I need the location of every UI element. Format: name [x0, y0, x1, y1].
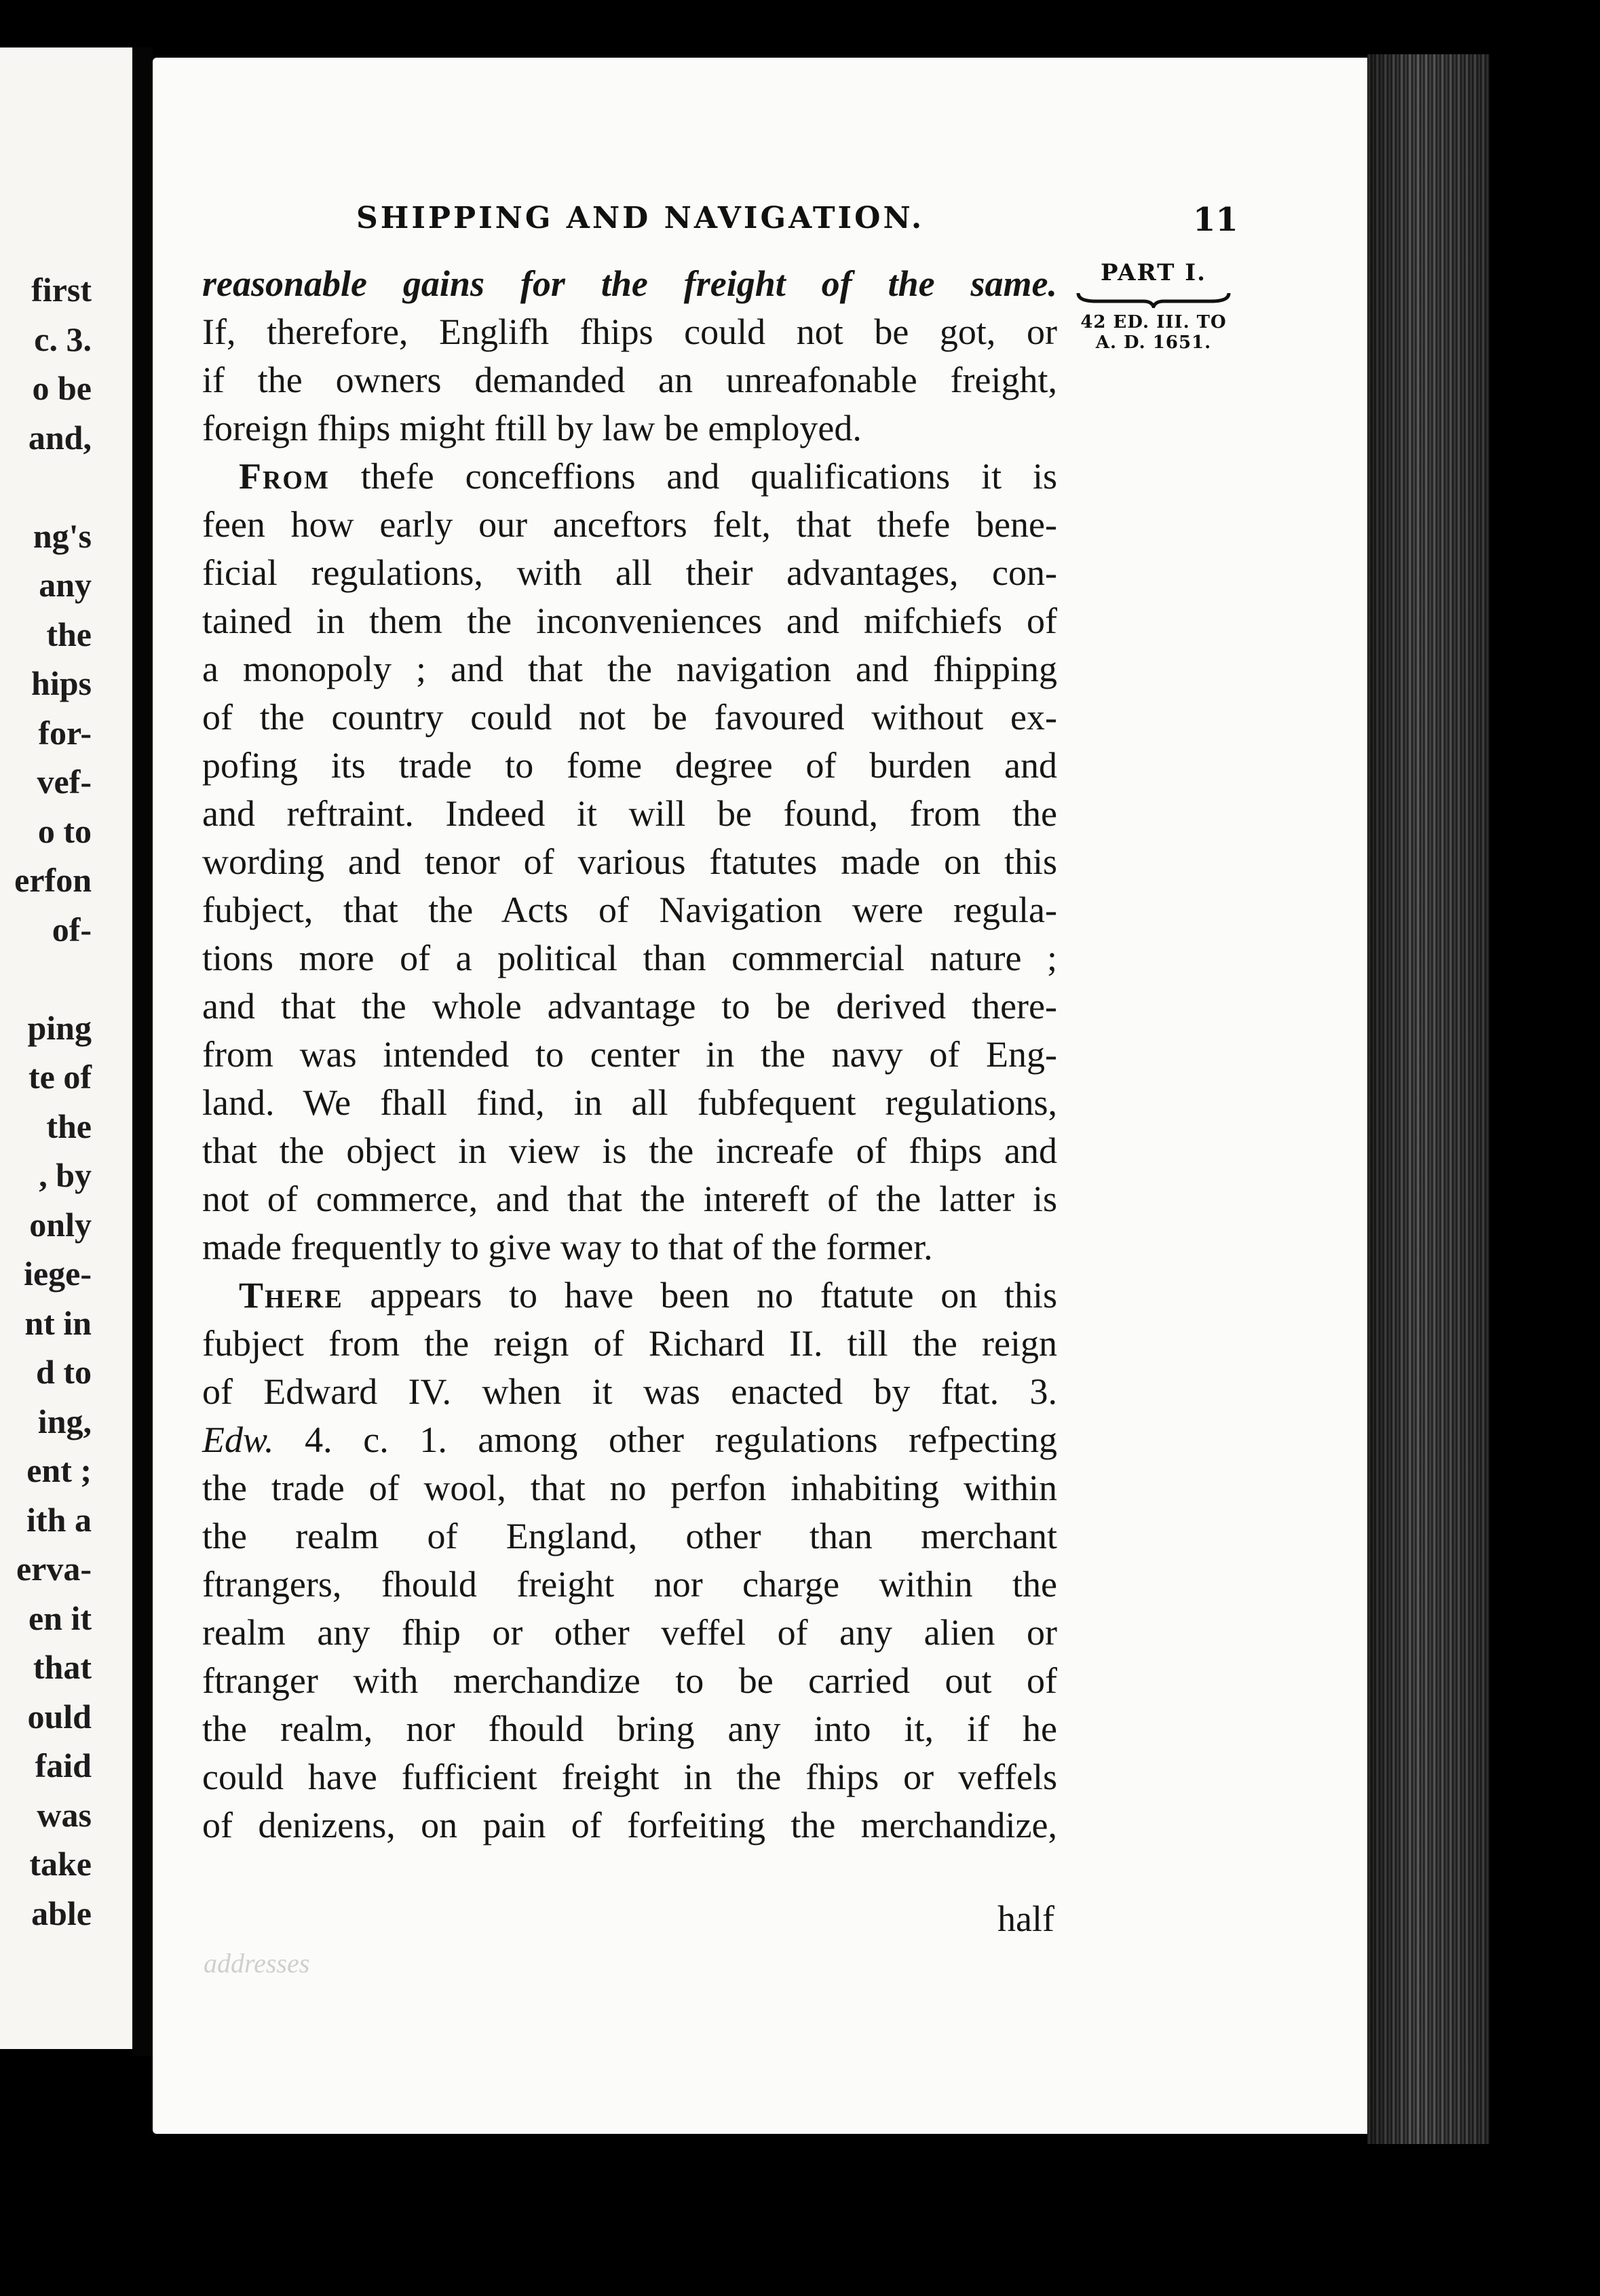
- text-line: ficial regulations, with all their advantages, con-: [202, 552, 1057, 593]
- text-line: from was intended to center in the navy of Eng-: [202, 1034, 1057, 1075]
- facing-page-line: of-: [52, 910, 92, 949]
- facing-page-line: o to: [37, 811, 92, 850]
- facing-page-line: erfon: [14, 861, 92, 899]
- text-line: the realm, nor fhould bring any into it, if he: [202, 1708, 1057, 1749]
- text-line: realm any fhip or other veffel of any alien or: [202, 1612, 1057, 1653]
- facing-page-line: was: [37, 1795, 92, 1834]
- text-line: fubject from the reign of Richard II. till the reign: [202, 1323, 1057, 1364]
- text-line: if the owners demanded an unreafonable freight,: [202, 360, 1057, 400]
- facing-page-line: en it: [28, 1599, 92, 1637]
- text-line: could have fufficient freight in the fhips or veffels: [202, 1757, 1057, 1797]
- gutter: [132, 47, 153, 2056]
- text-line: land. We fhall find, in all fubfequent regulations,: [202, 1082, 1057, 1123]
- margin-range-line-2: A. D. 1651.: [1095, 332, 1212, 353]
- margin-part-label: PART I.: [1100, 259, 1206, 286]
- margin-note: [1072, 259, 1235, 353]
- running-head: SHIPPING AND NAVIGATION.: [356, 201, 925, 235]
- facing-page-line: vef-: [37, 763, 92, 801]
- text-line: and that the whole advantage to be derived there-: [202, 986, 1057, 1027]
- facing-page-line: hips: [31, 664, 92, 702]
- text-line: of the country could not be favoured without ex-: [202, 697, 1057, 738]
- text-line: [202, 1416, 1057, 1464]
- text-line-rest: 4. c. 1. among other regulations refpecting: [305, 1419, 1058, 1460]
- text-line: of denizens, on pain of forfeiting the merchandize,: [202, 1805, 1057, 1845]
- text-line: tions more of a political than commercial nature ;: [202, 938, 1057, 978]
- italic-abbreviation: Edw.: [202, 1419, 274, 1460]
- facing-page-line: that: [33, 1648, 92, 1686]
- text-line: and reftraint. Indeed it will be found, from the: [202, 793, 1057, 834]
- text-line: [202, 453, 1057, 501]
- text-line-rest: appears to have been no ftatute on this: [370, 1275, 1057, 1316]
- body-text: [202, 260, 1057, 1850]
- scan-border-right: [1489, 0, 1600, 2296]
- text-line: reasonable gains for the freight of the same.: [202, 263, 1057, 304]
- margin-range-line-1: 42 ED. III. TO: [1080, 312, 1227, 332]
- facing-page-line: o be: [32, 369, 92, 407]
- text-line: pofing its trade to fome degree of burden and: [202, 745, 1057, 786]
- text-line: the realm of England, other than merchant: [202, 1516, 1057, 1556]
- faint-bleed-through-text: addresses: [204, 1948, 310, 1978]
- facing-page-line: erva-: [16, 1550, 92, 1588]
- text-line-rest: thefe conceffions and qualifications it is: [360, 456, 1057, 497]
- facing-page-line: ith a: [26, 1500, 92, 1539]
- catchword: half: [997, 1898, 1054, 1939]
- facing-page-line: ent ;: [26, 1451, 92, 1489]
- facing-page-line: only: [29, 1205, 92, 1244]
- facing-page-line: able: [31, 1894, 92, 1932]
- facing-page-line: , by: [39, 1156, 92, 1194]
- facing-page-line: iege-: [24, 1255, 92, 1293]
- text-line: foreign fhips might ftill by law be employed.: [202, 408, 862, 448]
- facing-page-line: nt in: [24, 1303, 92, 1342]
- text-line: a monopoly ; and that the navigation and fhipping: [202, 649, 1057, 689]
- text-line: the trade of wool, that no perfon inhabiting within: [202, 1468, 1057, 1508]
- text-line: feen how early our anceftors felt, that thefe bene-: [202, 504, 1057, 545]
- text-line: wording and tenor of various ftatutes made on this: [202, 841, 1057, 882]
- text-line: of Edward IV. when it was enacted by ftat. 3.: [202, 1371, 1057, 1412]
- facing-page-line: first: [31, 271, 92, 309]
- text-line: [202, 1271, 1057, 1320]
- facing-page-fragment: [0, 47, 132, 2049]
- page-number: 11: [1193, 201, 1238, 239]
- facing-page-line: for-: [38, 713, 92, 752]
- paragraph-opening-word: There: [239, 1275, 343, 1316]
- facing-page-line: ping: [27, 1008, 92, 1047]
- curly-brace-icon: [1075, 290, 1232, 308]
- text-line: ftranger with merchandize to be carried out of: [202, 1660, 1057, 1701]
- facing-page-line: te of: [28, 1058, 92, 1096]
- text-line: ftrangers, fhould freight nor charge within the: [202, 1564, 1057, 1605]
- facing-page-line: take: [29, 1845, 92, 1883]
- text-line: not of commerce, and that the intereft of the latter is: [202, 1179, 1057, 1219]
- page-block-shade: [1367, 54, 1489, 2144]
- text-line: that the object in view is the increafe of fhips and: [202, 1130, 1057, 1171]
- text-line: fubject, that the Acts of Navigation were regula-: [202, 889, 1057, 930]
- facing-page-line: ould: [27, 1697, 92, 1736]
- facing-page-line: d to: [36, 1353, 92, 1391]
- facing-page-line: the: [46, 1107, 92, 1145]
- facing-page-line: and,: [28, 418, 92, 457]
- facing-page-line: c. 3.: [34, 320, 92, 358]
- facing-page-line: the: [46, 615, 92, 653]
- text-line: tained in them the inconveniences and mifchiefs of: [202, 600, 1057, 641]
- paragraph-opening-word: From: [239, 456, 330, 497]
- facing-page-line: ing,: [37, 1402, 92, 1440]
- facing-page-line: any: [39, 566, 92, 604]
- text-line: made frequently to give way to that of the former.: [202, 1227, 933, 1267]
- facing-page-line: ng's: [33, 516, 92, 555]
- text-line: If, therefore, Englifh fhips could not be got, or: [202, 311, 1057, 352]
- facing-page-line: faid: [35, 1746, 92, 1784]
